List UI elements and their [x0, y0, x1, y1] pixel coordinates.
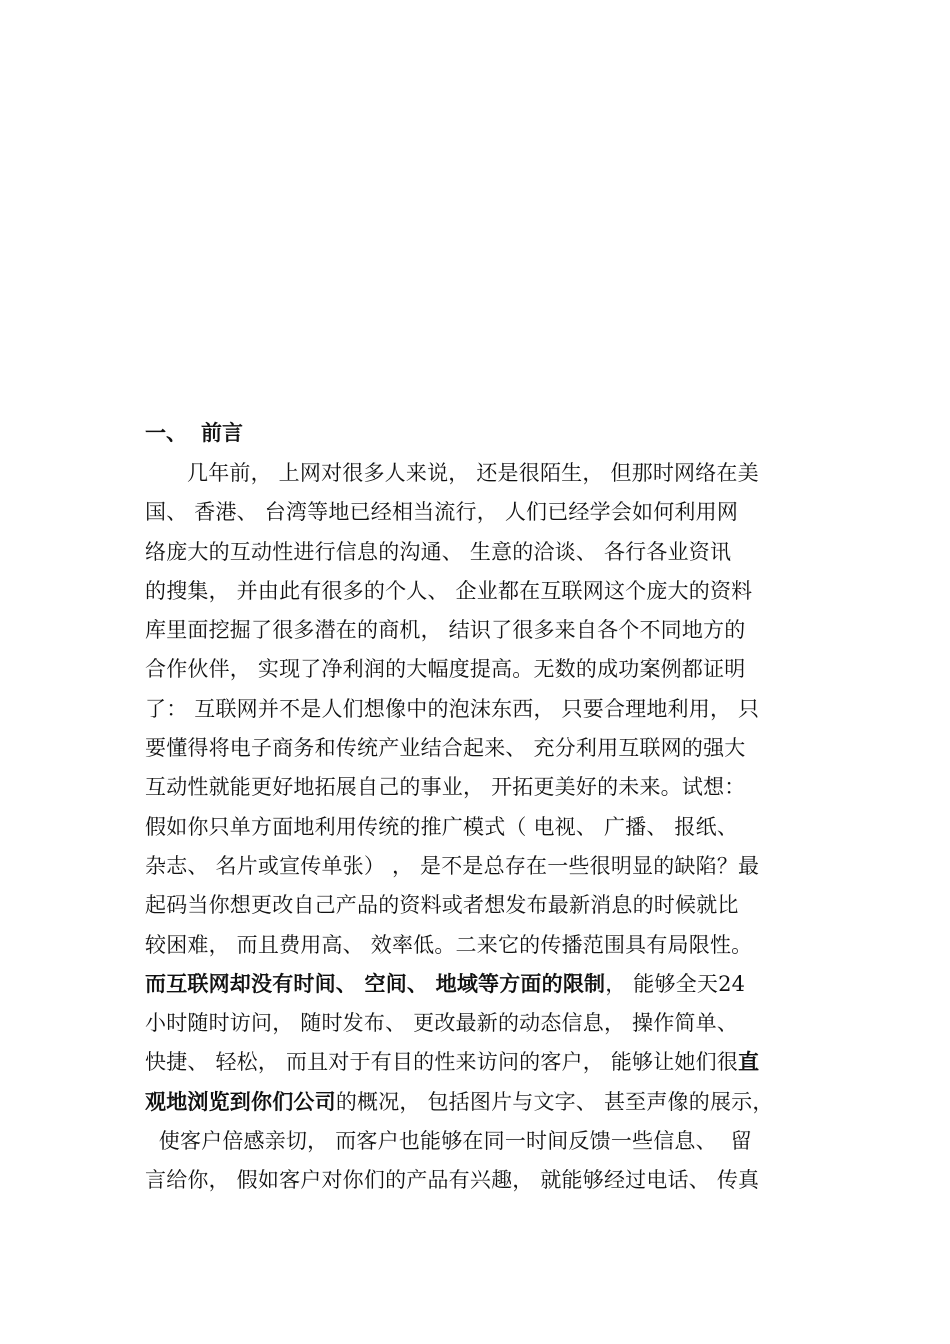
text-line: 的搜集， 并由此有很多的个人、 企业都在互联网这个庞大的资料: [145, 578, 753, 603]
text-line: 小时随时访问， 随时发布、 更改最新的动态信息， 操作简单、: [145, 1011, 739, 1036]
body-text: [145, 454, 825, 1201]
text-line: 观地浏览到你们公司的概况， 包括图片与文字、 甚至声像的展示，: [145, 1089, 774, 1114]
text-line: 起码当你想更改自己产品的资料或者想发布最新消息的时候就比: [145, 893, 739, 918]
emphasis-text: 直: [738, 1050, 760, 1075]
emphasis-text: 观地浏览到你们公司: [145, 1089, 336, 1114]
section-heading: [145, 418, 243, 448]
emphasis-text: 而互联网却没有时间、 空间、 地域等方面的限制: [145, 971, 606, 996]
text-line: 杂志、 名片或宣传单张） ， 是不是总存在一些很明显的缺陷？最: [145, 853, 760, 878]
text-line: 几年前， 上网对很多人来说， 还是很陌生， 但那时网络在美: [187, 461, 759, 485]
text-line: 了： 互联网并不是人们想像中的泡沫东西， 只要合理地利用， 只: [145, 696, 760, 721]
text-line: 较困难， 而且费用高、 效率低。二来它的传播范围具有局限性。: [145, 932, 753, 957]
text-line: 要懂得将电子商务和传统产业结合起来、 充分利用互联网的强大: [145, 736, 746, 761]
text-line: 假如你只单方面地利用传统的推广模式（ 电视、 广播、 报纸、: [145, 814, 739, 839]
text-line: 国、 香港、 台湾等地已经相当流行， 人们已经学会如何利用网: [145, 500, 739, 525]
text-line: 使客户倍感亲切， 而客户也能够在同一时间反馈一些信息、 留: [145, 1129, 752, 1154]
text-line: 互动性就能更好地拓展自己的事业， 开拓更美好的未来。试想：: [145, 775, 746, 800]
text-line: 言给你， 假如客户对你们的产品有兴趣， 就能够经过电话、 传真: [145, 1168, 760, 1193]
text-line: 合作伙伴， 实现了净利润的大幅度提高。无数的成功案例都证明: [145, 657, 746, 682]
section-number: 一、: [145, 421, 187, 445]
text-line: 而互联网却没有时间、 空间、 地域等方面的限制， 能够全天24: [145, 971, 746, 996]
text-line: 络庞大的互动性进行信息的沟通、 生意的洽谈、 各行各业资讯: [145, 539, 732, 564]
text-line: 快捷、 轻松， 而且对于有目的性来访问的客户， 能够让她们很直: [145, 1050, 760, 1075]
text-line: 库里面挖掘了很多潜在的商机， 结识了很多来自各个不同地方的: [145, 618, 746, 643]
section-title: 前言: [201, 421, 243, 445]
